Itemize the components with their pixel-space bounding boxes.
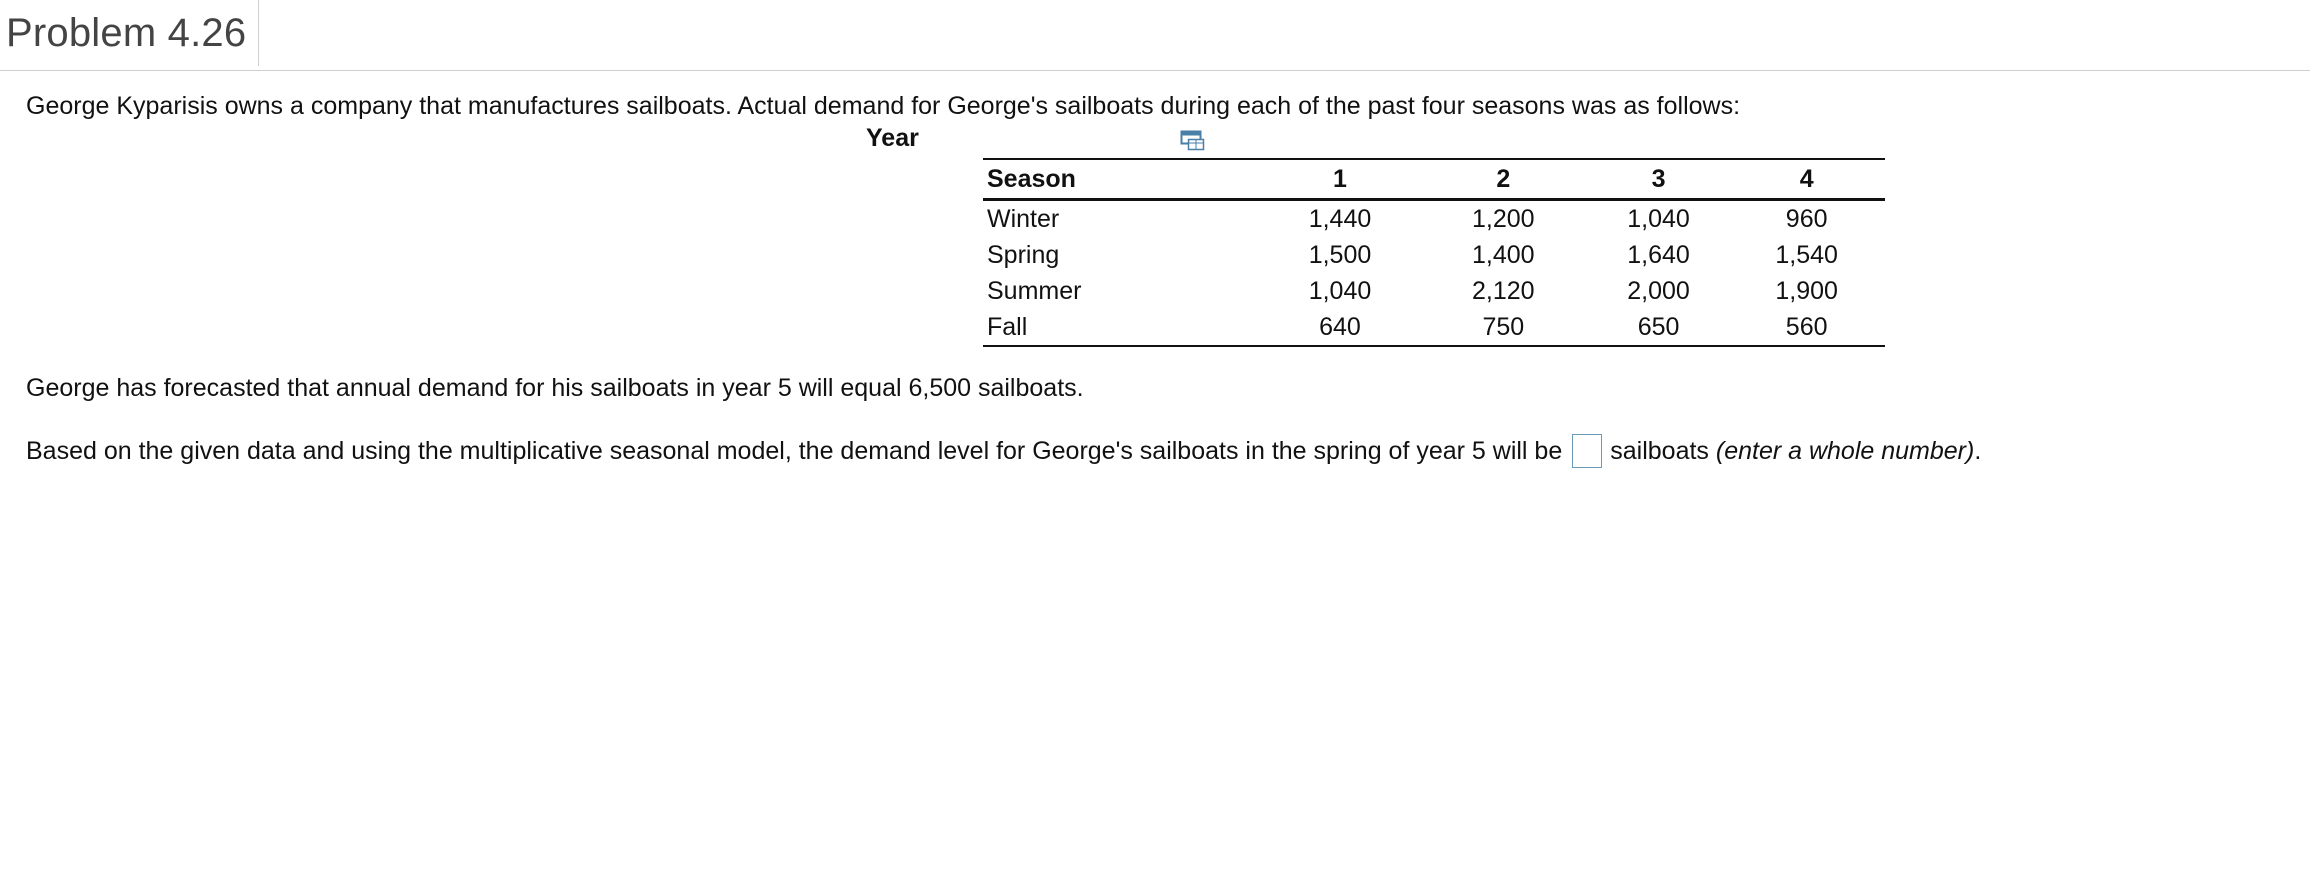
answer-input[interactable] [1572,434,1602,468]
question-hint: (enter a whole number) [1715,436,1975,465]
season-cell: Winter [987,204,1060,233]
season-cell: Summer [987,276,1082,305]
demand-cell: 750 [1482,312,1525,341]
demand-cell: 1,500 [1308,240,1372,269]
table-row [983,273,1885,309]
demand-cell: 1,040 [1627,204,1690,233]
year-label: Year [866,124,919,152]
table-row [983,200,1885,238]
table-row [983,309,1885,346]
page-title: Problem 4.26 [6,10,247,55]
demand-cell: 2,000 [1627,276,1690,305]
demand-cell: 1,200 [1472,204,1535,233]
year-column-header: 4 [1799,164,1814,193]
demand-table [983,158,1885,347]
demand-cell: 640 [1319,312,1361,341]
demand-cell: 1,540 [1775,240,1838,269]
title-box [0,0,259,66]
question-suffix: sailboats [1610,436,1709,465]
season-column-header: Season [987,164,1076,193]
year-column-header: 1 [1333,164,1347,193]
intro-text: George Kyparisis owns a company that manufactures sailboats. Actual demand for George's sailboats during each of the past four seasons was as follows: [26,92,1741,120]
season-cell: Spring [987,240,1060,269]
table-header-row [983,159,1885,200]
title-bar [0,0,2310,71]
demand-cell: 650 [1637,312,1680,341]
forecast-text: George has forecasted that annual demand for his sailboats in year 5 will equal 6,500 sailboats. [26,374,1084,402]
year-column-header: 2 [1496,164,1511,193]
copy-to-spreadsheet-icon[interactable] [1180,130,1206,152]
question-end: . [1974,436,1982,465]
demand-cell: 960 [1785,204,1828,233]
table-row [983,237,1885,273]
year-column-header: 3 [1651,164,1666,193]
demand-cell: 2,120 [1472,276,1535,305]
demand-cell: 1,640 [1627,240,1690,269]
question [26,434,1981,468]
season-cell: Fall [987,312,1028,341]
demand-cell: 1,440 [1308,204,1372,233]
demand-cell: 1,900 [1775,276,1838,305]
question-prefix: Based on the given data and using the multiplicative seasonal model, the demand level for George's sailboats in the spring of year 5 will be [26,436,1563,465]
demand-cell: 1,040 [1308,276,1372,305]
demand-cell: 1,400 [1472,240,1535,269]
demand-cell: 560 [1785,312,1828,341]
